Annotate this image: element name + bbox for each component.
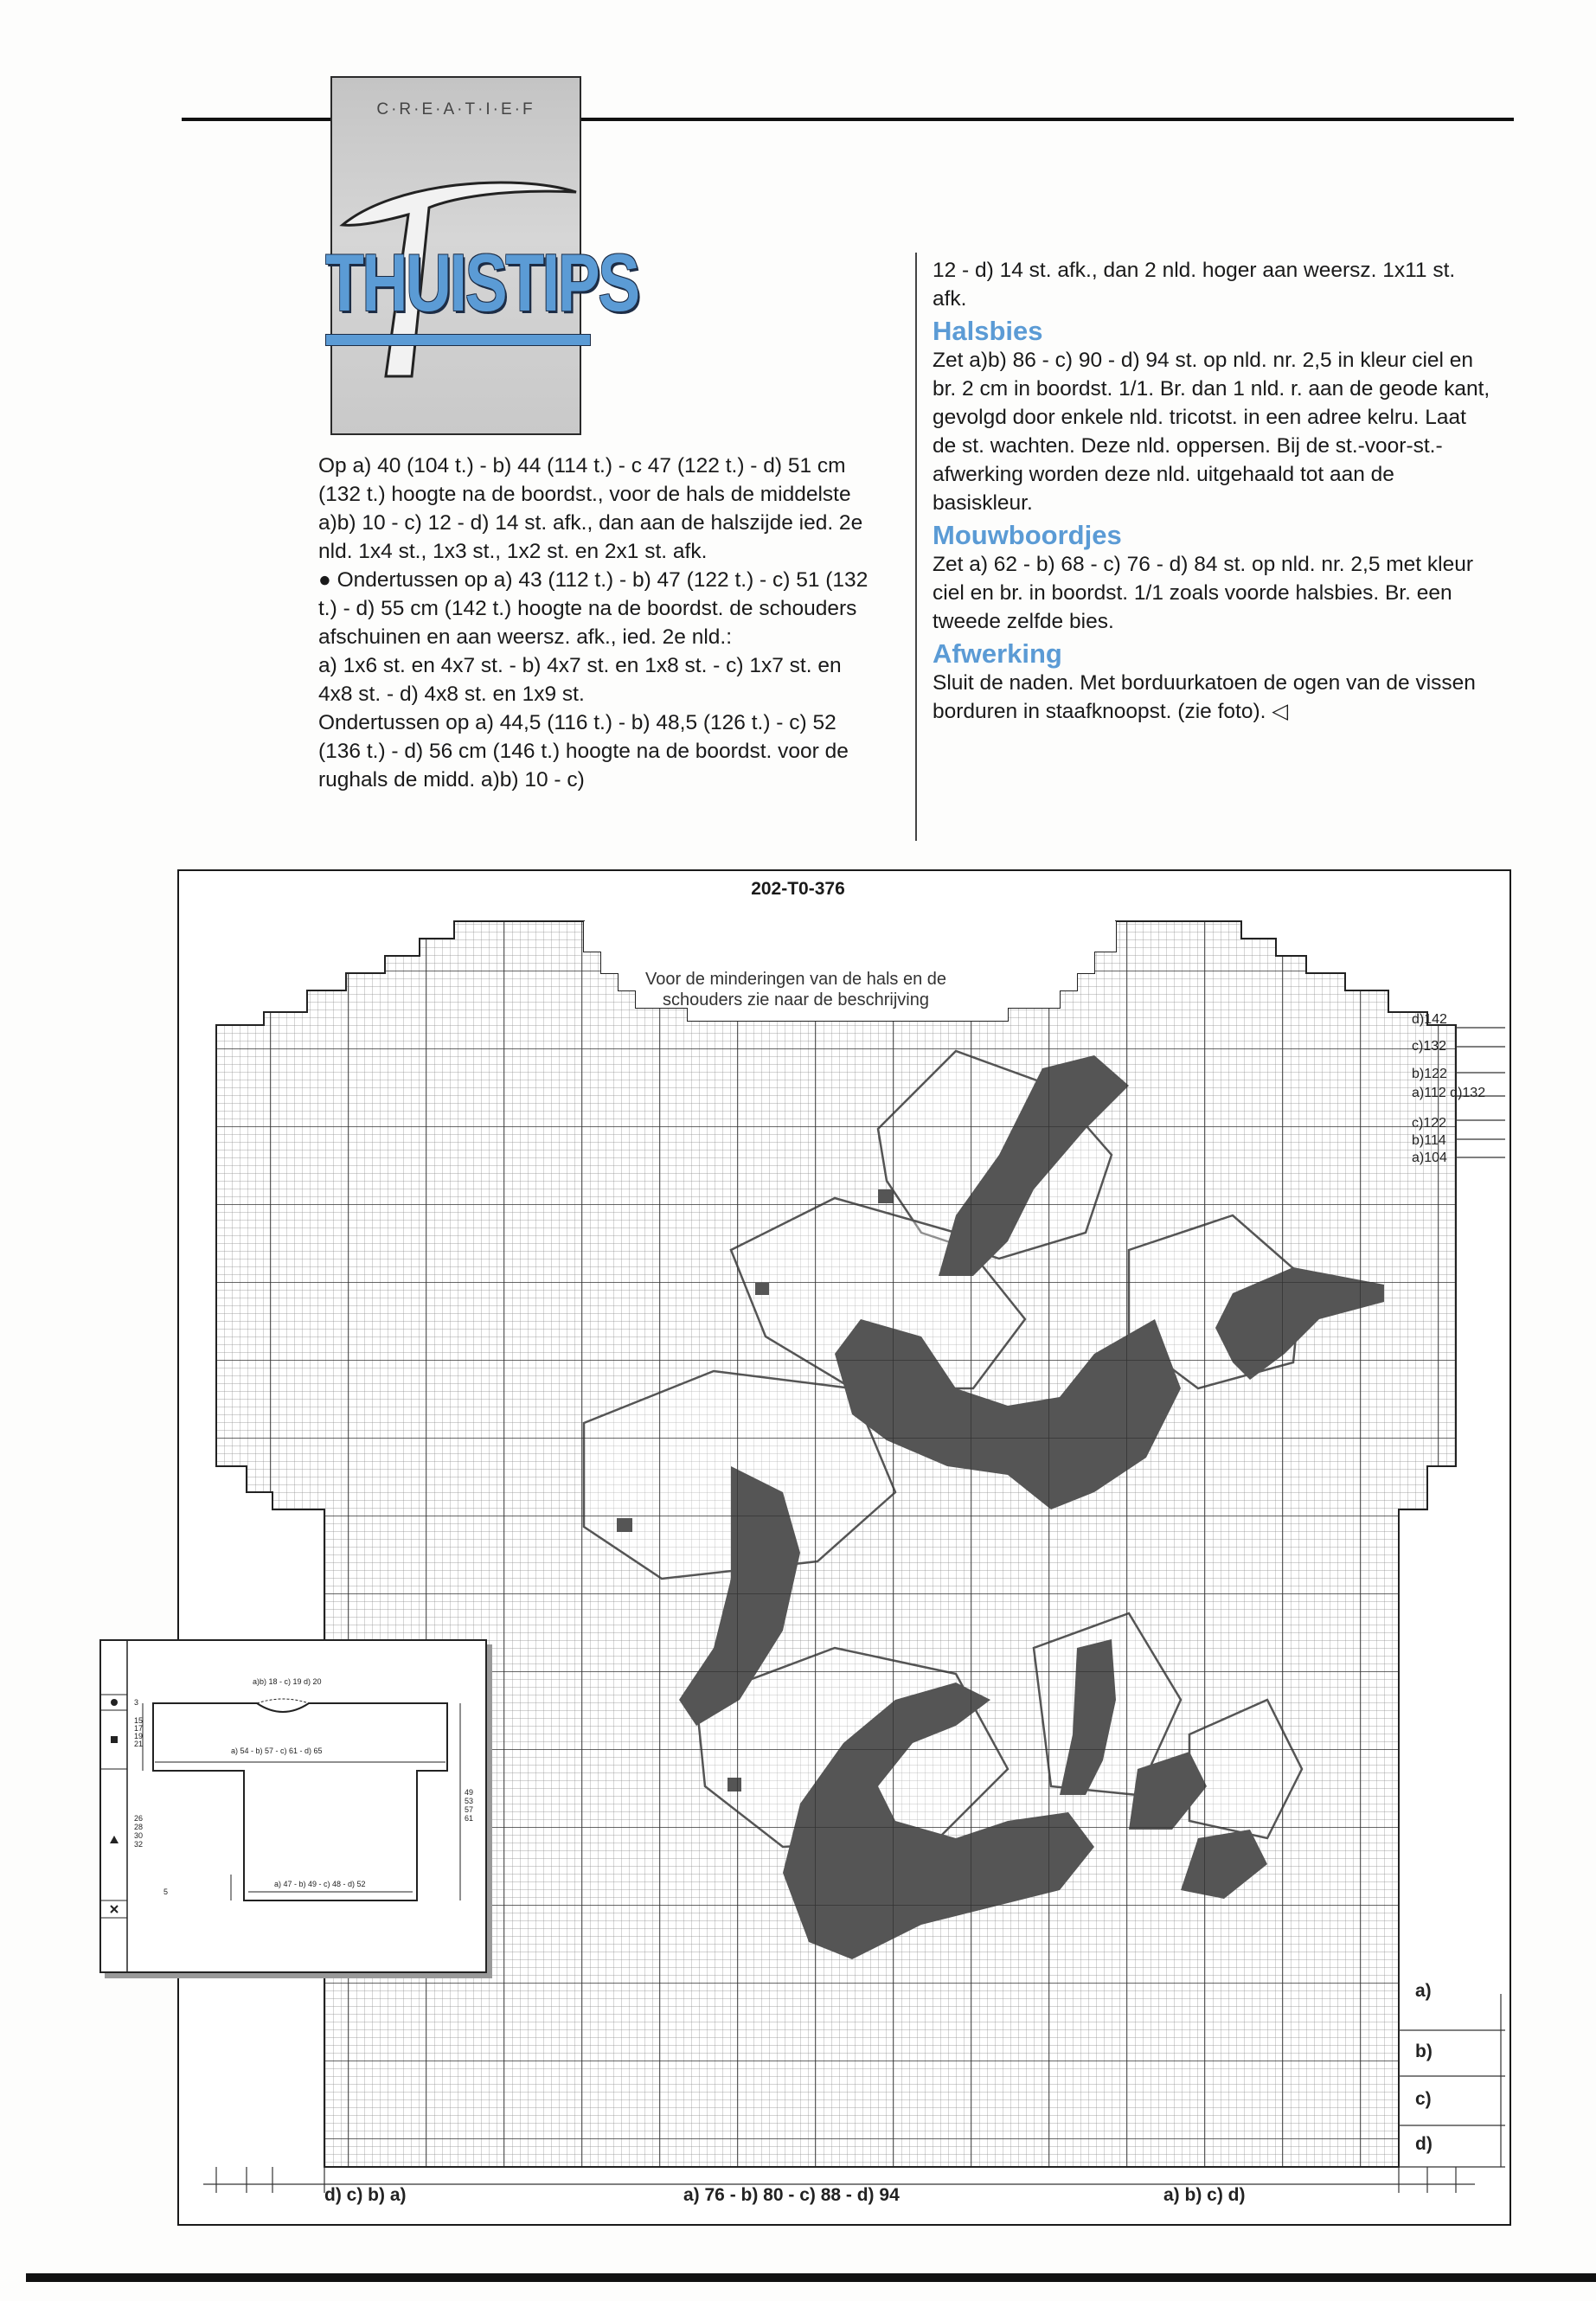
- size-label-a112-d132: a)112 d)132: [1412, 1086, 1486, 1100]
- heading-mouwboordjes: Mouwboordjes: [933, 520, 1122, 550]
- chart-grid: [177, 869, 1511, 2226]
- garment-schematic: [99, 1639, 487, 1973]
- left-paragraph-4: Ondertussen op a) 44,5 (116 t.) - b) 48,5 (126 t.) - c) 52 (136 t.) - d) 56 cm (146 t.) hoogte na de boordst. voor de rughals de midd. a)b) 10 - c): [318, 711, 849, 792]
- side-label-a: a): [1415, 1981, 1432, 2001]
- logo-thuistips-text: THUISTIPS: [325, 237, 638, 328]
- schematic-right-nums: 49 53 57 61: [465, 1788, 474, 1823]
- schematic-bottom-num: 5: [163, 1888, 169, 1896]
- triangle-symbol-icon: [110, 1836, 119, 1843]
- chart-note: Voor de minderingen van de hals en de schouders zie naar de beschrijving: [644, 970, 947, 1009]
- heading-halsbies: Halsbies: [933, 316, 1043, 346]
- size-label-c132: c)132: [1412, 1039, 1447, 1054]
- left-paragraph-2: ● Ondertussen op a) 43 (112 t.) - b) 47 (122 t.) - c) 51 (132 t.) - d) 55 cm (142 t.) hoogte na de boordst. de schouders afschuinen en aan weersz. afk., ied. 2e nld.:: [318, 568, 869, 649]
- size-label-c122: c)122: [1412, 1116, 1447, 1131]
- column-divider: [915, 253, 917, 841]
- side-label-c: c): [1415, 2089, 1432, 2109]
- schematic-body-label: a) 47 - b) 49 - c) 48 - d) 52: [274, 1880, 366, 1888]
- schematic-left-low: 26 28 30 32: [134, 1814, 144, 1849]
- left-paragraph-3: a) 1x6 st. en 4x7 st. - b) 4x7 st. en 1x8 st. - c) 1x7 st. en 4x8 st. - d) 4x8 st. en 1x9 st.: [318, 654, 842, 706]
- bottom-rule: [26, 2273, 1596, 2282]
- right-column: [933, 256, 1495, 726]
- bottom-right-sizes: a) b) c) d): [1163, 2185, 1246, 2205]
- logo: [325, 76, 638, 435]
- knitting-chart: [177, 869, 1511, 2226]
- square-symbol-icon: [111, 1736, 118, 1743]
- schematic-sleeve-label: a) 54 - b) 57 - c) 61 - d) 65: [231, 1747, 323, 1755]
- side-label-d: d): [1415, 2134, 1433, 2154]
- size-label-a104: a)104: [1412, 1150, 1447, 1165]
- left-paragraph-1: Op a) 40 (104 t.) - b) 44 (114 t.) - c 47 (122 t.) - d) 51 cm (132 t.) hoogte na de boordst., voor de hals de middelste a)b) 10 - c) 12 - d) 14 st. afk., dan aan de halszijde ied. 2e nld. 1x4 st., 1x3 st., 1x2 st. en 2x1 st. afk.: [318, 454, 863, 563]
- halsbies-text: Zet a)b) 86 - c) 90 - d) 94 st. op nld. nr. 2,5 in kleur ciel en br. 2 cm in boordst. 1/1. Br. dan 1 nld. r. aan de geode kant, gevolgd door enkele nld. tricotst. in een adree kelru. Laat de st. wachten. Deze nld. oppersen. Bij de st.-voor-st.-afwerking worden deze nld. uitgehaald tot aan de basiskleur.: [933, 349, 1490, 515]
- schematic-left-top: 3: [134, 1698, 139, 1707]
- right-paragraph-1: 12 - d) 14 st. afk., dan 2 nld. hoger aan weersz. 1x11 st. afk.: [933, 259, 1456, 311]
- size-label-b122: b)122: [1412, 1067, 1447, 1081]
- chart-id: 202-T0-376: [751, 879, 845, 899]
- circle-symbol-icon: [111, 1699, 118, 1706]
- logo-creatief-text: C·R·E·A·T·I·E·F: [376, 100, 535, 119]
- size-label-d142: d)142: [1412, 1012, 1447, 1027]
- cross-symbol-icon: [111, 1906, 118, 1913]
- mouwboordjes-text: Zet a) 62 - b) 68 - c) 76 - d) 84 st. op nld. nr. 2,5 met kleur ciel en br. in boordst. 1/1 zoals voorde halsbies. Br. een tweede zelfde bies.: [933, 553, 1474, 633]
- schematic-left-mid: 15 17 19 21: [134, 1716, 144, 1748]
- heading-afwerking: Afwerking: [933, 638, 1062, 669]
- bottom-center-sizes: a) 76 - b) 80 - c) 88 - d) 94: [683, 2185, 900, 2205]
- side-label-b: b): [1415, 2041, 1433, 2061]
- afwerking-text: Sluit de naden. Met borduurkatoen de ogen van de vissen borduren in staafknoopst. (zie foto). ◁: [933, 671, 1476, 723]
- schematic-neck-label: a)b) 18 - c) 19 d) 20: [253, 1677, 322, 1686]
- schematic-drawing: [101, 1641, 485, 1971]
- size-label-b114: b)114: [1412, 1133, 1446, 1148]
- logo-underline: [325, 334, 591, 346]
- left-column: [318, 452, 872, 794]
- bottom-left-sizes: d) c) b) a): [324, 2185, 407, 2205]
